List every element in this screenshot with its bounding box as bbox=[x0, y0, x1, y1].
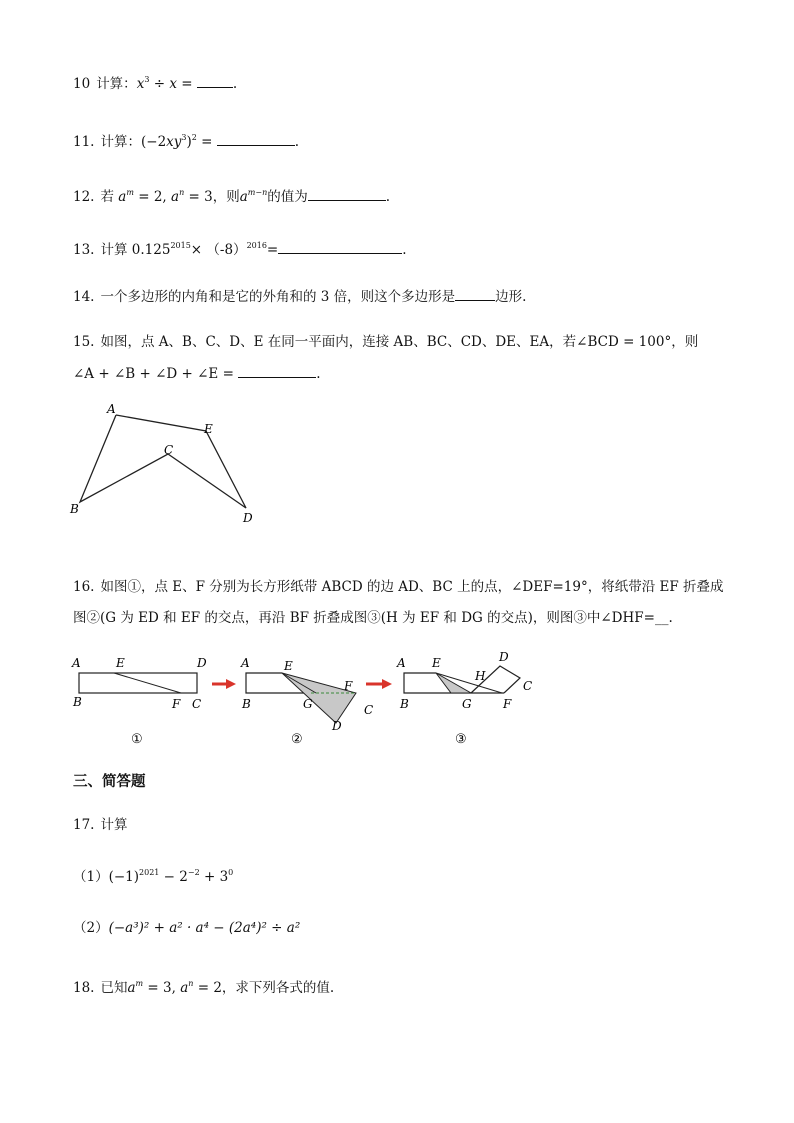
fold-figure-3 bbox=[396, 650, 532, 747]
question-16-line-2 bbox=[73, 608, 673, 628]
question-15-line-2 bbox=[73, 364, 320, 384]
math-expr: × （-8） bbox=[190, 242, 247, 258]
math-expr: = 3, bbox=[143, 980, 181, 996]
math-eq: = bbox=[266, 242, 279, 258]
arrow-icon bbox=[212, 679, 236, 689]
question-text: 图②(G 为 ED 和 EF 的交点，再沿 BF 折叠成图③(H 为 EF 和 DG 的交点)，则图③中∠DHF=__. bbox=[73, 610, 673, 626]
question-10 bbox=[73, 70, 237, 94]
question-13 bbox=[73, 236, 407, 260]
question-number: 10 bbox=[73, 76, 91, 92]
math-expr: (−1) bbox=[108, 869, 140, 885]
math-expr: (−a³)² + a² · a⁴ − (2a⁴)² ÷ a² bbox=[108, 920, 301, 936]
label-A: A bbox=[397, 656, 406, 670]
question-12 bbox=[73, 183, 390, 207]
label-G: G bbox=[303, 697, 313, 711]
label-E: E bbox=[204, 422, 213, 436]
question-14 bbox=[73, 287, 526, 307]
math-var: x bbox=[169, 76, 177, 92]
label-D: D bbox=[243, 511, 253, 525]
math-paren: ) bbox=[186, 134, 192, 150]
label-C: C bbox=[364, 703, 374, 717]
math-var: x bbox=[136, 76, 145, 92]
math-exp: n bbox=[179, 188, 185, 197]
math-exp: 3 bbox=[144, 75, 150, 84]
question-17-part-1 bbox=[73, 863, 233, 887]
label-A: A bbox=[107, 402, 116, 416]
question-suffix: . bbox=[402, 242, 407, 258]
math-var: a bbox=[171, 189, 180, 205]
math-exp: 0 bbox=[228, 868, 234, 877]
question-number: 16. bbox=[73, 579, 95, 595]
label-F: F bbox=[172, 697, 181, 711]
math-exp: m bbox=[126, 188, 134, 197]
question-18 bbox=[73, 974, 334, 998]
math-exp: 3 bbox=[181, 133, 187, 142]
label-G: G bbox=[462, 697, 472, 711]
part-label: （1） bbox=[73, 869, 109, 885]
label-E: E bbox=[284, 659, 293, 673]
question-prefix: 计算： bbox=[100, 134, 141, 150]
math-exp: 2021 bbox=[139, 868, 160, 877]
label-B: B bbox=[73, 695, 82, 709]
label-D: D bbox=[332, 719, 342, 733]
question-number: 14. bbox=[73, 289, 95, 305]
label-C: C bbox=[523, 679, 533, 693]
answer-blank[interactable] bbox=[217, 132, 295, 146]
math-var: xy bbox=[166, 134, 182, 150]
answer-blank[interactable] bbox=[197, 74, 233, 88]
math-op: ÷ bbox=[149, 76, 170, 92]
figure-q16-folding bbox=[66, 648, 546, 748]
part-label: （2） bbox=[73, 920, 109, 936]
math-exp: 2015 bbox=[170, 241, 191, 250]
question-prefix: 计算 0.125 bbox=[100, 242, 171, 258]
label-H: H bbox=[475, 669, 486, 683]
question-prefix: 若 bbox=[100, 189, 119, 205]
question-16-line-1 bbox=[73, 577, 724, 597]
label-D: D bbox=[197, 656, 207, 670]
question-number: 15. bbox=[73, 334, 95, 350]
question-text: = 2，求下列各式的值. bbox=[193, 980, 335, 996]
question-text: 如图①，点 E、F 分别为长方形纸带 ABCD 的边 AD、BC 上的点，∠DEF=19°，将纸带沿 EF 折叠成 bbox=[100, 579, 724, 595]
label-B: B bbox=[242, 697, 251, 711]
answer-blank[interactable] bbox=[308, 187, 386, 201]
question-15-line-1 bbox=[73, 332, 698, 352]
shaded-region bbox=[436, 673, 471, 693]
question-number: 12. bbox=[73, 189, 95, 205]
math-var: a bbox=[118, 189, 127, 205]
math-exp: m bbox=[135, 979, 144, 988]
question-17-part-2 bbox=[73, 918, 300, 938]
fold-figure-1 bbox=[71, 656, 207, 747]
label-A: A bbox=[241, 656, 250, 670]
label-E: E bbox=[116, 656, 125, 670]
answer-blank[interactable] bbox=[278, 240, 402, 254]
question-suffix: . bbox=[316, 366, 321, 382]
math-var: a bbox=[127, 980, 136, 996]
question-number: 17. bbox=[73, 817, 95, 833]
question-number: 11. bbox=[73, 134, 95, 150]
question-text: 如图，点 A、B、C、D、E 在同一平面内，连接 AB、BC、CD、DE、EA，若∠BCD = 100°，则 bbox=[100, 334, 699, 350]
answer-blank[interactable] bbox=[455, 287, 495, 301]
question-text: ∠A + ∠B + ∠D + ∠E = bbox=[73, 366, 234, 382]
question-prefix: 已知 bbox=[100, 980, 128, 996]
math-exp: n bbox=[188, 979, 194, 988]
fold-figure-2 bbox=[240, 656, 373, 747]
label-F: F bbox=[503, 697, 512, 711]
question-text: 一个多边形的内角和是它的外角和的 3 倍，则这个多边形是 bbox=[100, 289, 456, 305]
label-E: E bbox=[432, 656, 441, 670]
question-11 bbox=[73, 128, 299, 152]
math-expr: (−2 bbox=[140, 134, 167, 150]
question-suffix: . bbox=[385, 189, 391, 205]
math-exp: −2 bbox=[187, 868, 200, 877]
caption-1: ① bbox=[131, 732, 143, 747]
math-expr: − 2 bbox=[159, 869, 188, 885]
label-B: B bbox=[70, 502, 79, 516]
question-17 bbox=[73, 815, 127, 835]
arrow-icon bbox=[366, 679, 392, 689]
label-A: A bbox=[72, 656, 81, 670]
caption-3: ③ bbox=[455, 732, 467, 747]
math-expr: + 3 bbox=[199, 869, 229, 885]
question-text: 计算 bbox=[100, 817, 128, 833]
caption-2: ② bbox=[291, 732, 303, 747]
question-prefix: 计算： bbox=[96, 76, 137, 92]
label-C: C bbox=[164, 443, 174, 457]
math-var: a bbox=[180, 980, 189, 996]
answer-blank[interactable] bbox=[238, 364, 316, 378]
question-number: 18. bbox=[73, 980, 95, 996]
question-text: 的值为 bbox=[267, 189, 308, 205]
label-F: F bbox=[344, 679, 353, 693]
fold-line-EF bbox=[114, 673, 181, 693]
question-number: 13. bbox=[73, 242, 95, 258]
polygon-outline bbox=[80, 415, 246, 508]
math-var: a bbox=[239, 189, 248, 205]
math-exp: 2 bbox=[191, 133, 197, 142]
math-expr: = 3，则 bbox=[184, 189, 240, 205]
math-expr: = 2, bbox=[133, 189, 172, 205]
question-suffix: . bbox=[232, 76, 238, 92]
section-heading: 三、简答题 bbox=[73, 773, 146, 790]
paper-strip bbox=[79, 673, 197, 693]
math-exp: 2016 bbox=[246, 241, 267, 250]
figure-q15-polygon bbox=[66, 398, 266, 528]
question-suffix: . bbox=[294, 134, 300, 150]
label-C: C bbox=[192, 697, 202, 711]
label-B: B bbox=[400, 697, 409, 711]
label-D: D bbox=[499, 650, 509, 664]
math-exp: m−n bbox=[247, 188, 268, 197]
math-eq: = bbox=[196, 134, 217, 150]
math-eq: = bbox=[176, 76, 197, 92]
question-suffix: 边形. bbox=[495, 289, 527, 305]
